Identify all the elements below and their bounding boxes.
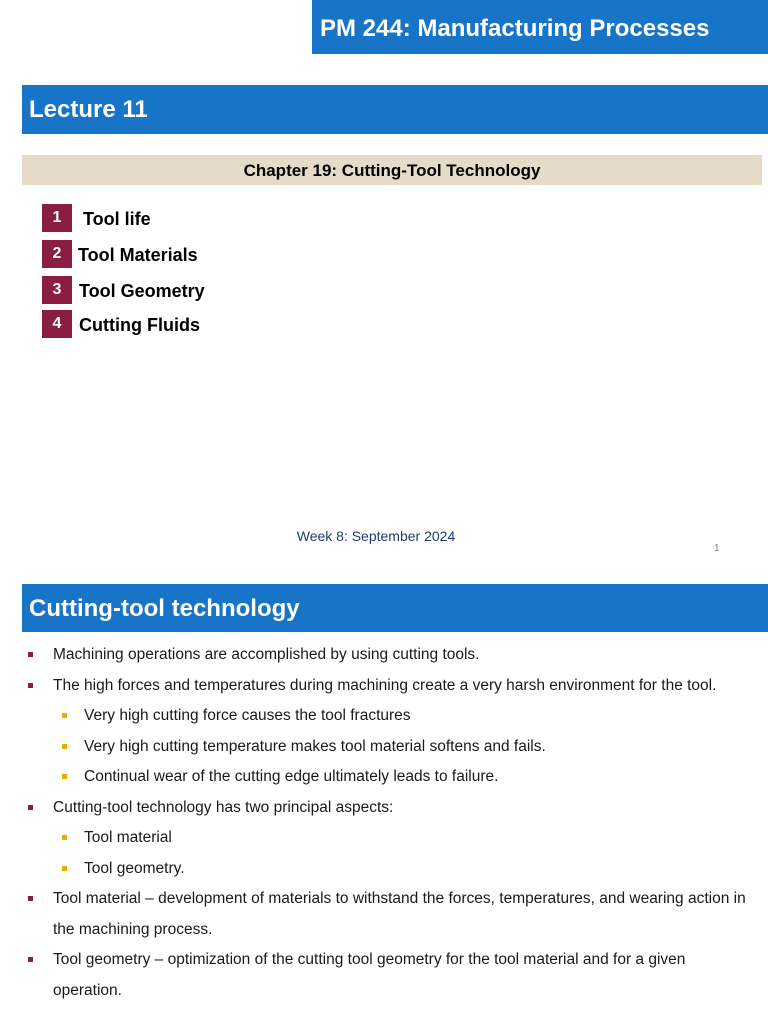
topic-label: Cutting Fluids	[79, 315, 200, 335]
topic-label: Tool life	[83, 209, 151, 229]
sub-bullet-item	[0, 732, 768, 763]
lecture-title: Lecture 11	[22, 85, 768, 134]
bullet-marker	[28, 805, 33, 810]
topic-number-badge: 3	[42, 276, 72, 304]
bullet-text: Tool material	[84, 829, 172, 846]
footer-date: Week 8: September 2024	[296, 528, 456, 544]
bullet-list	[0, 640, 768, 1006]
topic-number-badge: 4	[42, 310, 72, 338]
bullet-text: Tool geometry.	[84, 859, 185, 877]
topic-label: Tool Geometry	[79, 281, 205, 301]
bullet-text: Cutting-tool technology has two principal aspects:	[53, 798, 394, 816]
bullet-item	[0, 640, 768, 671]
bullet-item	[0, 793, 768, 824]
bullet-text: Very high cutting temperature makes tool material softens and fails.	[84, 737, 546, 755]
bullet-text: Very high cutting force causes the tool fractures	[84, 707, 411, 724]
bullet-marker	[28, 683, 33, 688]
bullet-marker	[28, 896, 33, 901]
sub-bullet-marker	[62, 744, 67, 749]
bullet-item	[0, 671, 768, 702]
bullet-item	[0, 884, 768, 945]
bullet-marker	[28, 652, 33, 657]
sub-bullet-marker	[62, 866, 67, 871]
sub-bullet-item	[0, 823, 768, 854]
sub-bullet-item	[0, 762, 768, 793]
sub-bullet-marker	[62, 774, 67, 779]
bullet-marker	[28, 957, 33, 962]
sub-bullet-item	[0, 701, 768, 732]
topic-number-badge: 2	[42, 240, 72, 268]
sub-bullet-marker	[62, 713, 67, 718]
bullet-text: Continual wear of the cutting edge ultimately leads to failure.	[84, 768, 499, 785]
section-title: Cutting-tool technology	[22, 584, 768, 632]
page-number: 1	[714, 543, 720, 554]
chapter-title: Chapter 19: Cutting-Tool Technology	[22, 155, 762, 185]
bullet-text: Machining operations are accomplished by using cutting tools.	[53, 646, 480, 663]
topic-number-badge: 1	[42, 204, 72, 232]
bullet-text: The high forces and temperatures during machining create a very harsh environment for the tool.	[53, 676, 717, 694]
bullet-item	[0, 945, 768, 1006]
sub-bullet-item	[0, 854, 768, 885]
sub-bullet-marker	[62, 835, 67, 840]
bullet-text: Tool geometry – optimization of the cutting tool geometry for the tool material and for a given operation.	[53, 951, 686, 999]
topic-label: Tool Materials	[78, 245, 198, 265]
bullet-text: Tool material – development of materials to withstand the forces, temperatures, and wearing action in the machining process.	[53, 890, 746, 938]
slide-2	[0, 572, 768, 1024]
course-title: PM 244: Manufacturing Processes	[312, 0, 768, 54]
